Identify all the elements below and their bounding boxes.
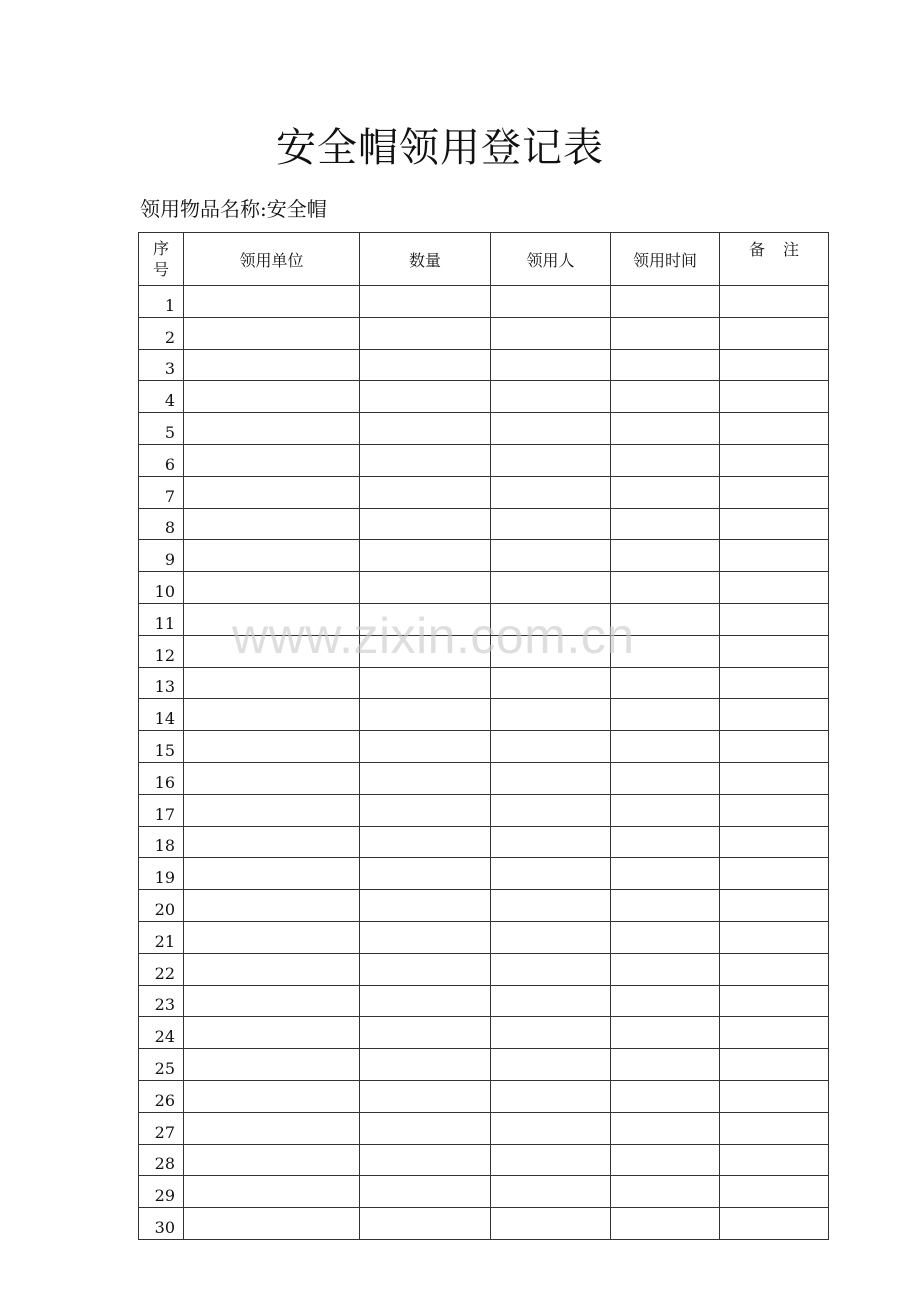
unit-cell[interactable] <box>184 985 360 1017</box>
unit-cell[interactable] <box>184 1049 360 1081</box>
quantity-cell[interactable] <box>360 699 491 731</box>
person-cell[interactable] <box>491 1080 611 1112</box>
unit-cell[interactable] <box>184 794 360 826</box>
table-row <box>139 317 829 349</box>
person-cell[interactable] <box>491 286 611 318</box>
row-serial-number: 15 <box>139 731 184 763</box>
person-cell[interactable] <box>491 1049 611 1081</box>
remark-cell[interactable] <box>720 731 829 763</box>
time-cell[interactable] <box>611 1112 720 1144</box>
person-cell[interactable] <box>491 444 611 476</box>
unit-cell[interactable] <box>184 381 360 413</box>
time-cell[interactable] <box>611 540 720 572</box>
person-cell[interactable] <box>491 1144 611 1176</box>
row-serial-number: 6 <box>139 444 184 476</box>
quantity-cell[interactable] <box>360 540 491 572</box>
person-cell[interactable] <box>491 953 611 985</box>
remark-cell[interactable] <box>720 508 829 540</box>
unit-cell[interactable] <box>184 413 360 445</box>
header-serial-line1: 序 <box>152 239 169 258</box>
time-cell[interactable] <box>611 1080 720 1112</box>
table-row <box>139 572 829 604</box>
person-cell[interactable] <box>491 508 611 540</box>
header-time: 领用时间 <box>611 233 720 286</box>
unit-cell[interactable] <box>184 731 360 763</box>
unit-cell[interactable] <box>184 953 360 985</box>
time-cell[interactable] <box>611 444 720 476</box>
remark-cell[interactable] <box>720 1080 829 1112</box>
remark-cell[interactable] <box>720 1176 829 1208</box>
row-serial-number: 25 <box>139 1049 184 1081</box>
row-serial-number: 13 <box>139 667 184 699</box>
table-row <box>139 508 829 540</box>
header-serial <box>139 233 184 286</box>
time-cell[interactable] <box>611 635 720 667</box>
remark-cell[interactable] <box>720 699 829 731</box>
quantity-cell[interactable] <box>360 1112 491 1144</box>
row-serial-number: 11 <box>139 603 184 635</box>
row-serial-number: 23 <box>139 985 184 1017</box>
unit-cell[interactable] <box>184 603 360 635</box>
person-cell[interactable] <box>491 381 611 413</box>
table-row <box>139 985 829 1017</box>
time-cell[interactable] <box>611 476 720 508</box>
time-cell[interactable] <box>611 349 720 381</box>
time-cell[interactable] <box>611 508 720 540</box>
header-serial-line2: 号 <box>152 260 169 279</box>
unit-cell[interactable] <box>184 1080 360 1112</box>
row-serial-number: 8 <box>139 508 184 540</box>
person-cell[interactable] <box>491 1208 611 1240</box>
register-table <box>138 232 829 1240</box>
remark-cell[interactable] <box>720 985 829 1017</box>
table-row <box>139 762 829 794</box>
unit-cell[interactable] <box>184 476 360 508</box>
unit-cell[interactable] <box>184 572 360 604</box>
time-cell[interactable] <box>611 413 720 445</box>
quantity-cell[interactable] <box>360 731 491 763</box>
remark-cell[interactable] <box>720 1144 829 1176</box>
time-cell[interactable] <box>611 794 720 826</box>
unit-cell[interactable] <box>184 921 360 953</box>
remark-cell[interactable] <box>720 1112 829 1144</box>
unit-cell[interactable] <box>184 1208 360 1240</box>
quantity-cell[interactable] <box>360 1208 491 1240</box>
row-serial-number: 19 <box>139 858 184 890</box>
person-cell[interactable] <box>491 985 611 1017</box>
time-cell[interactable] <box>611 317 720 349</box>
quantity-cell[interactable] <box>360 858 491 890</box>
row-serial-number: 7 <box>139 476 184 508</box>
table-row <box>139 635 829 667</box>
table-row <box>139 731 829 763</box>
unit-cell[interactable] <box>184 858 360 890</box>
row-serial-number: 14 <box>139 699 184 731</box>
table-row <box>139 603 829 635</box>
time-cell[interactable] <box>611 1144 720 1176</box>
remark-cell[interactable] <box>720 635 829 667</box>
quantity-cell[interactable] <box>360 985 491 1017</box>
row-serial-number: 5 <box>139 413 184 445</box>
watermark: www.zixin.com.cn <box>232 608 635 664</box>
remark-cell[interactable] <box>720 476 829 508</box>
person-cell[interactable] <box>491 572 611 604</box>
remark-cell[interactable] <box>720 540 829 572</box>
time-cell[interactable] <box>611 572 720 604</box>
quantity-cell[interactable] <box>360 1080 491 1112</box>
table-row <box>139 794 829 826</box>
table-row <box>139 444 829 476</box>
row-serial-number: 20 <box>139 890 184 922</box>
table-row <box>139 1080 829 1112</box>
person-cell[interactable] <box>491 1176 611 1208</box>
row-serial-number: 30 <box>139 1208 184 1240</box>
unit-cell[interactable] <box>184 508 360 540</box>
person-cell[interactable] <box>491 540 611 572</box>
table-row <box>139 1176 829 1208</box>
unit-cell[interactable] <box>184 1017 360 1049</box>
time-cell[interactable] <box>611 731 720 763</box>
row-serial-number: 3 <box>139 349 184 381</box>
remark-cell[interactable] <box>720 603 829 635</box>
person-cell[interactable] <box>491 1112 611 1144</box>
person-cell[interactable] <box>491 603 611 635</box>
quantity-cell[interactable] <box>360 349 491 381</box>
unit-cell[interactable] <box>184 890 360 922</box>
item-name-line: 领用物品名称:安全帽 <box>140 197 327 221</box>
person-cell[interactable] <box>491 667 611 699</box>
table-header-row <box>139 233 829 286</box>
time-cell[interactable] <box>611 603 720 635</box>
remark-cell[interactable] <box>720 572 829 604</box>
time-cell[interactable] <box>611 286 720 318</box>
row-serial-number: 2 <box>139 317 184 349</box>
person-cell[interactable] <box>491 762 611 794</box>
header-quantity: 数量 <box>360 233 491 286</box>
remark-cell[interactable] <box>720 667 829 699</box>
quantity-cell[interactable] <box>360 444 491 476</box>
table-row <box>139 286 829 318</box>
row-serial-number: 17 <box>139 794 184 826</box>
unit-cell[interactable] <box>184 540 360 572</box>
quantity-cell[interactable] <box>360 572 491 604</box>
quantity-cell[interactable] <box>360 1049 491 1081</box>
table-row <box>139 413 829 445</box>
quantity-cell[interactable] <box>360 381 491 413</box>
person-cell[interactable] <box>491 317 611 349</box>
unit-cell[interactable] <box>184 317 360 349</box>
time-cell[interactable] <box>611 953 720 985</box>
quantity-cell[interactable] <box>360 890 491 922</box>
remark-cell[interactable] <box>720 890 829 922</box>
unit-cell[interactable] <box>184 444 360 476</box>
person-cell[interactable] <box>491 794 611 826</box>
quantity-cell[interactable] <box>360 921 491 953</box>
remark-cell[interactable] <box>720 413 829 445</box>
unit-cell[interactable] <box>184 762 360 794</box>
quantity-cell[interactable] <box>360 413 491 445</box>
table-row <box>139 476 829 508</box>
table-row <box>139 349 829 381</box>
table-row <box>139 1112 829 1144</box>
header-unit: 领用单位 <box>184 233 360 286</box>
quantity-cell[interactable] <box>360 286 491 318</box>
row-serial-number: 12 <box>139 635 184 667</box>
quantity-cell[interactable] <box>360 826 491 858</box>
remark-cell[interactable] <box>720 349 829 381</box>
row-serial-number: 27 <box>139 1112 184 1144</box>
row-serial-number: 4 <box>139 381 184 413</box>
row-serial-number: 29 <box>139 1176 184 1208</box>
quantity-cell[interactable] <box>360 508 491 540</box>
unit-cell[interactable] <box>184 1144 360 1176</box>
time-cell[interactable] <box>611 826 720 858</box>
quantity-cell[interactable] <box>360 953 491 985</box>
remark-cell[interactable] <box>720 794 829 826</box>
remark-cell[interactable] <box>720 444 829 476</box>
time-cell[interactable] <box>611 699 720 731</box>
person-cell[interactable] <box>491 858 611 890</box>
remark-cell[interactable] <box>720 921 829 953</box>
quantity-cell[interactable] <box>360 476 491 508</box>
table-row <box>139 381 829 413</box>
remark-cell[interactable] <box>720 1017 829 1049</box>
row-serial-number: 10 <box>139 572 184 604</box>
remark-cell[interactable] <box>720 826 829 858</box>
person-cell[interactable] <box>491 826 611 858</box>
table-row <box>139 953 829 985</box>
quantity-cell[interactable] <box>360 603 491 635</box>
row-serial-number: 21 <box>139 921 184 953</box>
row-serial-number: 1 <box>139 286 184 318</box>
row-serial-number: 28 <box>139 1144 184 1176</box>
time-cell[interactable] <box>611 1208 720 1240</box>
time-cell[interactable] <box>611 1017 720 1049</box>
time-cell[interactable] <box>611 985 720 1017</box>
time-cell[interactable] <box>611 858 720 890</box>
quantity-cell[interactable] <box>360 794 491 826</box>
time-cell[interactable] <box>611 381 720 413</box>
row-serial-number: 22 <box>139 953 184 985</box>
time-cell[interactable] <box>611 762 720 794</box>
quantity-cell[interactable] <box>360 667 491 699</box>
person-cell[interactable] <box>491 699 611 731</box>
header-person: 领用人 <box>491 233 611 286</box>
remark-cell[interactable] <box>720 286 829 318</box>
quantity-cell[interactable] <box>360 1176 491 1208</box>
table-row <box>139 826 829 858</box>
remark-cell[interactable] <box>720 317 829 349</box>
unit-cell[interactable] <box>184 826 360 858</box>
unit-cell[interactable] <box>184 349 360 381</box>
table-row <box>139 699 829 731</box>
quantity-cell[interactable] <box>360 762 491 794</box>
header-remark: 备注 <box>720 233 829 286</box>
quantity-cell[interactable] <box>360 1017 491 1049</box>
table-row <box>139 1017 829 1049</box>
time-cell[interactable] <box>611 1049 720 1081</box>
remark-cell[interactable] <box>720 1049 829 1081</box>
time-cell[interactable] <box>611 1176 720 1208</box>
unit-cell[interactable] <box>184 635 360 667</box>
unit-cell[interactable] <box>184 667 360 699</box>
remark-cell[interactable] <box>720 858 829 890</box>
unit-cell[interactable] <box>184 1176 360 1208</box>
table-row <box>139 890 829 922</box>
table-row <box>139 1208 829 1240</box>
remark-cell[interactable] <box>720 762 829 794</box>
quantity-cell[interactable] <box>360 1144 491 1176</box>
quantity-cell[interactable] <box>360 635 491 667</box>
time-cell[interactable] <box>611 921 720 953</box>
person-cell[interactable] <box>491 1017 611 1049</box>
unit-cell[interactable] <box>184 286 360 318</box>
table-row <box>139 921 829 953</box>
row-serial-number: 9 <box>139 540 184 572</box>
person-cell[interactable] <box>491 635 611 667</box>
quantity-cell[interactable] <box>360 317 491 349</box>
table-row <box>139 858 829 890</box>
person-cell[interactable] <box>491 731 611 763</box>
table-row <box>139 1144 829 1176</box>
person-cell[interactable] <box>491 921 611 953</box>
table-body <box>139 286 829 1240</box>
table-row <box>139 1049 829 1081</box>
person-cell[interactable] <box>491 890 611 922</box>
unit-cell[interactable] <box>184 1112 360 1144</box>
row-serial-number: 18 <box>139 826 184 858</box>
person-cell[interactable] <box>491 476 611 508</box>
row-serial-number: 24 <box>139 1017 184 1049</box>
remark-cell[interactable] <box>720 1208 829 1240</box>
unit-cell[interactable] <box>184 699 360 731</box>
row-serial-number: 16 <box>139 762 184 794</box>
table-row <box>139 540 829 572</box>
time-cell[interactable] <box>611 667 720 699</box>
remark-cell[interactable] <box>720 381 829 413</box>
table-row <box>139 667 829 699</box>
time-cell[interactable] <box>611 890 720 922</box>
person-cell[interactable] <box>491 349 611 381</box>
page-title: 安全帽领用登记表 <box>276 125 604 171</box>
row-serial-number: 26 <box>139 1080 184 1112</box>
remark-cell[interactable] <box>720 953 829 985</box>
person-cell[interactable] <box>491 413 611 445</box>
